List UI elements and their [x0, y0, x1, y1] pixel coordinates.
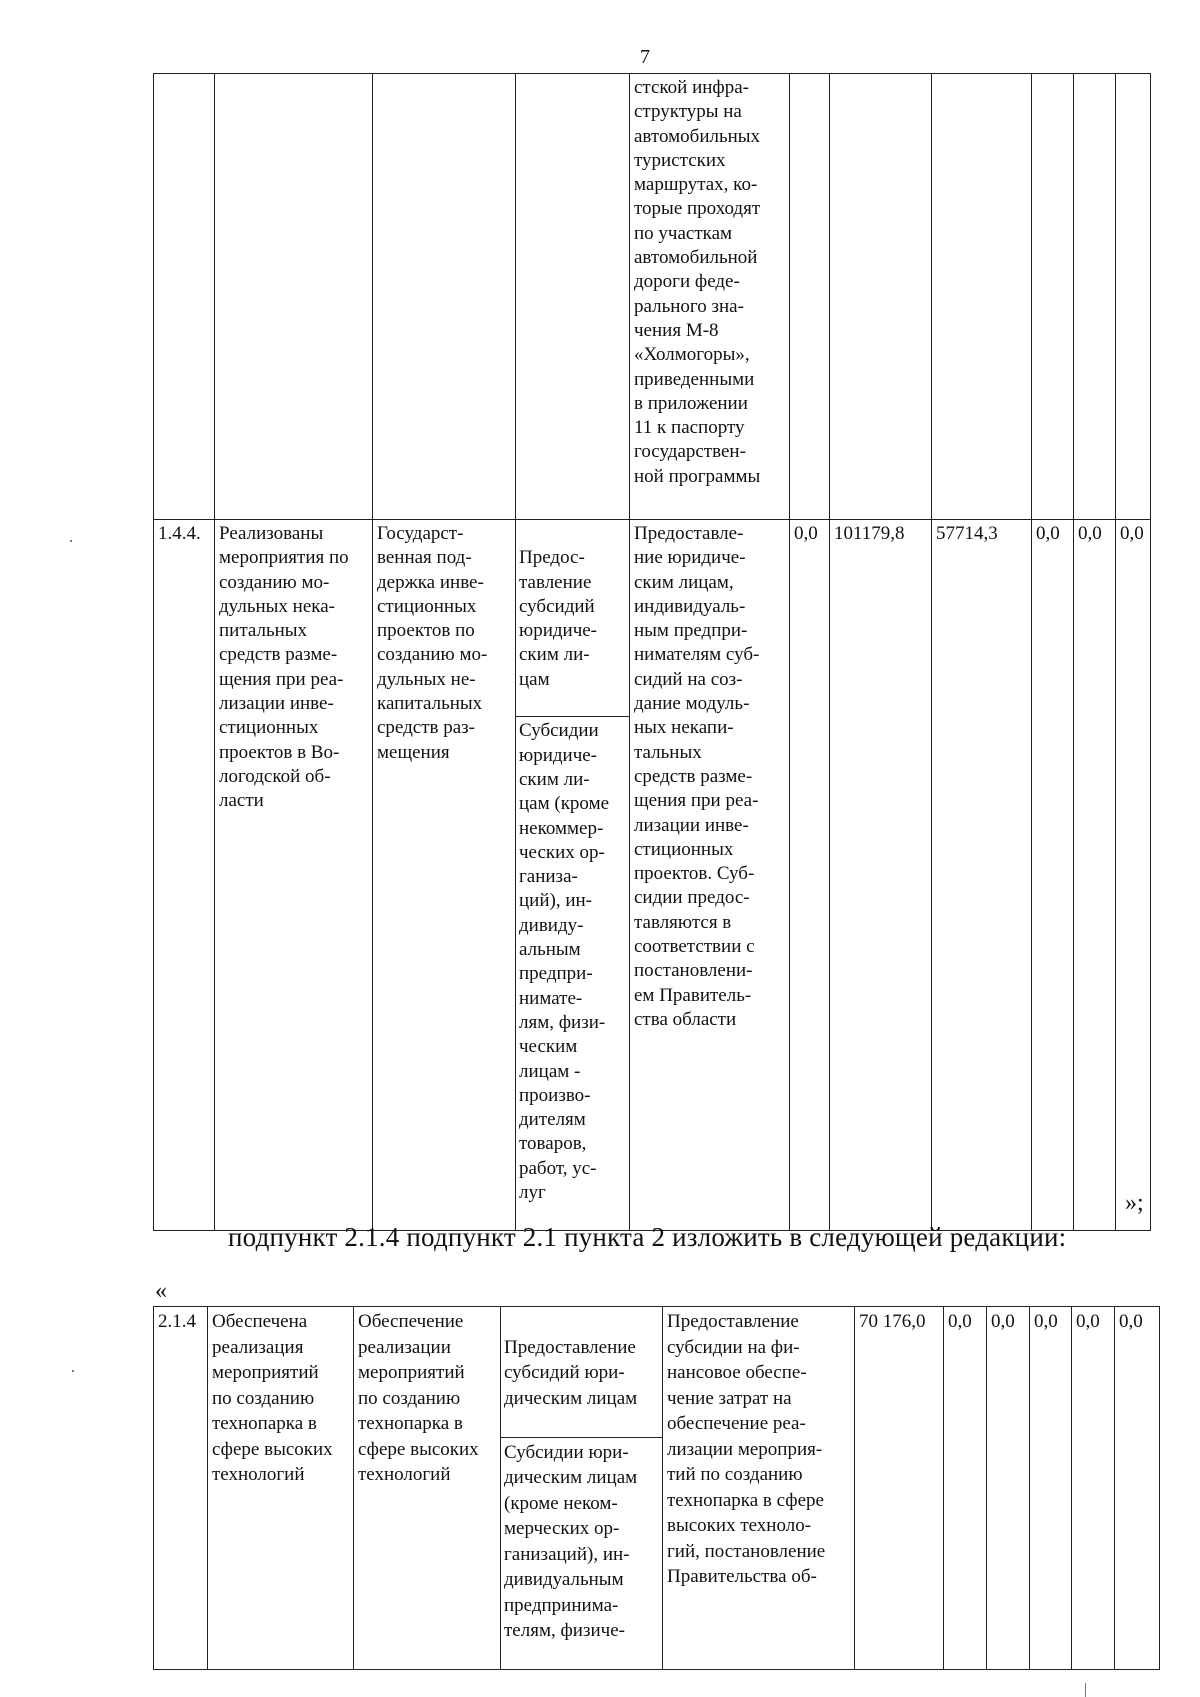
program-table-2: [153, 1306, 1160, 1670]
table-cell: [790, 74, 830, 520]
description-cell: Предоставление субсидии на фи- нансовое обеспе- чение затрат на обеспечение реа- лизации мероприя- тий по созданию технопарка в сфере высоких техноло- гий, постановление Правительства об-: [663, 1307, 855, 1670]
support-type-detail: Субсидии юридиче- ским ли- цам (кроме некоммер- ческих ор- ганиза- ций), ин- дивиду- альным предпри- нимате- лям, физи- ческим лицам - произво- дителям товаров, работ, ус- луг: [516, 716, 629, 1205]
scan-speck: [1085, 1683, 1086, 1697]
measure-cell: Обеспечение реализации мероприятий по созданию технопарка в сфере высоких технологий: [354, 1307, 501, 1670]
row-number-cell: 1.4.4.: [154, 520, 215, 1231]
value-cell: 0,0: [1072, 1307, 1115, 1670]
table-row: [154, 1307, 1160, 1670]
value-cell: 57714,3: [932, 520, 1032, 1231]
value-cell: 0,0: [1116, 520, 1151, 1231]
value-cell: 0,0: [1074, 520, 1116, 1231]
value-cell: 0,0: [1030, 1307, 1072, 1670]
table-cell: [1032, 74, 1074, 520]
description-cell: Предоставле- ние юридиче- ским лицам, индивидуаль- ным предпри- нимателям суб- сидий на соз- дание модуль- ных некапи- тальных средств разме- щения при реа- лизации инве- стиционных проектов. Суб- сидии предос- тавляются в соответствии с постановлени- ем Правитель- ства области: [630, 520, 790, 1231]
support-type-detail: Субсидии юри- дическим лицам (кроме неком- мерческих ор- ганизаций), ин- дивидуальным предпринима- телям, физиче-: [501, 1437, 662, 1644]
table-cell: [1116, 74, 1151, 520]
description-cell: стской инфра- структуры на автомобильных туристских маршрутах, ко- торые проходят по участкам автомобильной дороги феде- рального зна- чения М-8 «Холмогоры», приведенными в приложении 11 к паспорту государствен- ной программы: [630, 74, 790, 520]
support-type-main: Предос- тавление субсидий юридиче- ским ли- цам: [519, 547, 598, 690]
table-cell: [932, 74, 1032, 520]
opening-quote: «: [155, 1278, 167, 1304]
table-row: [154, 520, 1151, 1231]
page-number: 7: [640, 46, 650, 68]
value-cell: 0,0: [1032, 520, 1074, 1231]
scan-speck: [70, 540, 72, 542]
value-cell: 0,0: [987, 1307, 1030, 1670]
value-cell: 0,0: [790, 520, 830, 1231]
table-cell: [830, 74, 932, 520]
support-type-cell: [501, 1307, 663, 1670]
table-cell: [154, 74, 215, 520]
row-number-cell: 2.1.4: [154, 1307, 208, 1670]
support-type-main: Предоставление субсидий юри- дическим лицам: [504, 1336, 638, 1409]
measure-cell: Государст- венная под- держка инве- стиционных проектов по созданию мо- дульных не- капитальных средств раз- мещения: [373, 520, 516, 1231]
table-cell: [516, 74, 630, 520]
table-row: [154, 74, 1151, 520]
table-cell: [373, 74, 516, 520]
result-cell: Реализованы мероприятия по созданию мо- дульных нека- питальных средств разме- щения при реа- лизации инве- стиционных проектов в Во- логодской об- ласти: [215, 520, 373, 1231]
table-cell: [1074, 74, 1116, 520]
amendment-instruction: подпункт 2.1.4 подпункт 2.1 пункта 2 изложить в следующей редакции:: [228, 1222, 1067, 1252]
value-cell: 70 176,0: [855, 1307, 944, 1670]
closing-quote: »;: [1125, 1190, 1144, 1216]
support-type-cell: [516, 520, 630, 1231]
value-cell: 0,0: [1115, 1307, 1160, 1670]
value-cell: 101179,8: [830, 520, 932, 1231]
value-cell: 0,0: [944, 1307, 987, 1670]
program-table-1: [153, 73, 1151, 1231]
table-cell: [215, 74, 373, 520]
scan-speck: [72, 1370, 74, 1372]
result-cell: Обеспечена реализация мероприятий по созданию технопарка в сфере высоких технологий: [208, 1307, 354, 1670]
